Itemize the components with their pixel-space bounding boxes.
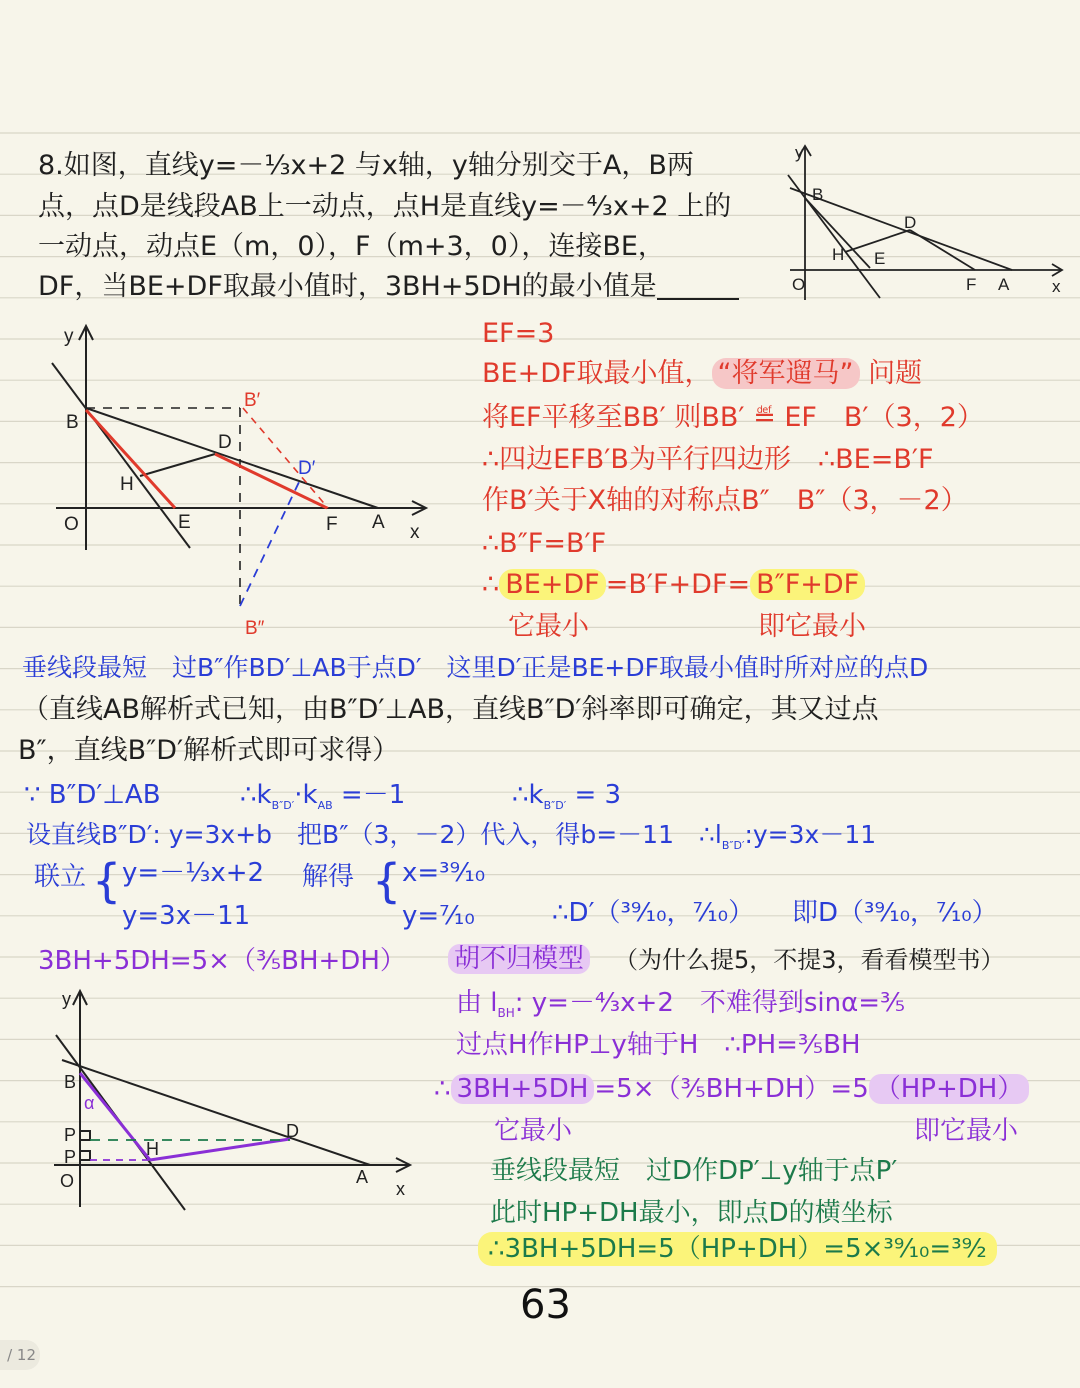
label-A: A: [998, 275, 1010, 294]
red-line-2-a: BE+DF取最小值，: [482, 358, 712, 389]
solution-y: y=⁷⁄₁₀: [402, 901, 475, 931]
red-line-1: EF=3: [482, 318, 555, 349]
label-y: y: [795, 143, 804, 162]
green-line-2: 此时HP+DH最小，即点D的横坐标: [490, 1198, 893, 1228]
model-book-note: （为什么提5，不提3，看看模型书）: [614, 946, 1005, 974]
label-y: y: [64, 326, 74, 347]
blue-line-4a: ∵ B″D′⊥AB: [24, 780, 161, 810]
point-d-prime: ∴D′（³⁹⁄₁₀，⁷⁄₁₀）: [552, 898, 755, 928]
label-H: H: [120, 474, 134, 495]
l-sub: B″D′: [721, 839, 745, 852]
label-x: x: [410, 522, 420, 543]
solution-x: x=³⁹⁄₁₀: [402, 858, 486, 888]
red-note-min-2: 即它最小: [758, 611, 866, 642]
red-line-4: ∴四边EFB′B为平行四边形 ∴BE=B′F: [482, 444, 934, 475]
label-A: A: [372, 512, 385, 533]
purple-line-2: [456, 990, 905, 1019]
purple-line-2-a: 由 l: [456, 988, 498, 1018]
figure-top: [770, 140, 1070, 305]
k-value: = 3: [566, 780, 622, 810]
red-line-7: [482, 571, 865, 598]
label-D-prime: D′: [298, 458, 316, 479]
highlight-3bh-5dh: 3BH+5DH: [451, 1074, 595, 1104]
label-F: F: [326, 514, 338, 535]
purple-line-2-b: : y=－⁴⁄₃x+2 不难得到sinα=³⁄₅: [514, 988, 906, 1018]
label-B-prime: B′: [244, 390, 261, 411]
segment-DF: [910, 230, 975, 270]
label-A: A: [356, 1167, 369, 1187]
red-line-7-b: =B′F+DF=: [605, 569, 751, 600]
figure-middle: [40, 318, 460, 648]
purple-line-4: [434, 1076, 1029, 1102]
blue-line-5: [26, 822, 876, 851]
k-sub-3: B″D′: [543, 799, 567, 813]
red-line-3: 将EF平移至BB′ 则BB′ ≝ EF B′（3，2）: [482, 402, 984, 433]
red-line-2: [482, 360, 922, 387]
system-eq-2: y=3x－11: [122, 901, 251, 931]
blue-line-5-b: :y=3x－11: [744, 820, 877, 849]
k-label-3: ∴k: [512, 780, 544, 810]
blue-line-4c: [512, 782, 621, 811]
problem-line-2: 点，点D是线段AB上一动点，点H是直线y=－⁴⁄₃x+2 上的: [38, 191, 732, 222]
black-line-3: B″，直线B″D′解析式即可求得）: [18, 735, 400, 766]
label-D: D: [286, 1121, 299, 1141]
red-note-min-1: 它最小: [508, 611, 589, 642]
label-B: B: [64, 1072, 77, 1092]
k-label-2: ·k: [294, 780, 318, 810]
label-H: H: [832, 245, 845, 264]
highlight-be-df: BE+DF: [499, 569, 606, 600]
answer-blank: [657, 276, 739, 300]
label-H: H: [146, 1139, 159, 1159]
label-F: F: [966, 275, 977, 294]
label-alpha: α: [84, 1093, 95, 1113]
segment-HD: [150, 1139, 290, 1160]
black-line-2: （直线AB解析式已知，由B″D′⊥AB，直线B″D′斜率即可确定，其又过点: [22, 694, 879, 725]
label-D: D: [218, 432, 232, 453]
label-B: B: [66, 412, 79, 433]
purple-line-4-a: ∴: [434, 1074, 451, 1104]
bh-sub: BH: [497, 1006, 515, 1021]
label-x: x: [396, 1179, 405, 1199]
green-line-3: [478, 1236, 997, 1262]
highlight-hp-dh: （HP+DH）: [869, 1074, 1030, 1104]
page-indicator[interactable]: / 12: [0, 1340, 40, 1370]
highlight-hubugui: [448, 946, 590, 972]
purple-note-min-1: 它最小: [494, 1116, 573, 1146]
purple-line-3: 过点H作HP⊥y轴于H ∴PH=³⁄₅BH: [456, 1030, 861, 1060]
brace-icon-2: {: [372, 854, 402, 908]
blue-lianli-label: 联立: [34, 862, 87, 892]
label-D: D: [904, 213, 917, 232]
problem-line-3: 一动点，动点E（m，0），F（m+3，0），连接BE，: [38, 231, 665, 262]
problem-line-4: [38, 273, 739, 300]
hubugui-label: 胡不归模型: [448, 944, 590, 974]
label-x: x: [1052, 277, 1061, 296]
purple-note-min-2: 即它最小: [914, 1116, 1019, 1146]
problem-line-4-text: DF，当BE+DF取最小值时，3BH+5DH的最小值是: [38, 271, 657, 302]
red-line-6: ∴B″F=B′F: [482, 528, 607, 559]
green-line-1: 垂线段最短 过D作DP′⊥y轴于点P′: [490, 1156, 898, 1186]
label-O: O: [792, 275, 806, 294]
label-y: y: [62, 989, 71, 1009]
highlight-bpp-f-df: B″F+DF: [750, 569, 865, 600]
brace-icon: {: [92, 854, 122, 908]
purple-line-4-b: =5×（³⁄₅BH+DH）=5: [594, 1074, 869, 1104]
label-O: O: [60, 1171, 75, 1191]
k-label-1: ∴k: [240, 780, 272, 810]
purple-line-1: 3BH+5DH=5×（³⁄₅BH+DH）: [38, 946, 406, 976]
blue-solve-label: 解得: [302, 862, 355, 892]
page-number: 63: [520, 1282, 571, 1328]
blue-line-1: 垂线段最短 过B″作BD′⊥AB于点D′ 这里D′正是BE+DF取最小值时所对应的点D: [22, 653, 929, 682]
k-sub-2: AB: [317, 799, 333, 813]
label-E: E: [178, 512, 191, 533]
label-P1: P: [64, 1125, 77, 1145]
point-d: 即D（³⁹⁄₁₀，⁷⁄₁₀）: [792, 898, 998, 928]
label-B-double-prime: B″: [245, 618, 265, 639]
label-P2: P: [64, 1147, 77, 1167]
red-line-2-b: 问题: [868, 358, 923, 389]
figure-bottom: [40, 985, 430, 1215]
label-B: B: [812, 185, 824, 204]
system-eq-1: y=－⅓x+2: [122, 858, 265, 888]
red-line-5: 作B′关于X轴的对称点B″ B″（3，－2）: [482, 485, 968, 516]
final-answer-highlight: ∴3BH+5DH=5（HP+DH）=5×³⁹⁄₁₀=³⁹⁄₂: [478, 1232, 997, 1266]
segment-HD: [140, 454, 215, 476]
blue-line-4b: [240, 782, 405, 811]
red-line-7-a: ∴: [482, 569, 500, 600]
highlight-jiangjun-yima: “将军遛马”: [712, 358, 860, 389]
k-product: =－1: [332, 780, 406, 810]
blue-line-5-a: 设直线B″D′: y=3x+b 把B″（3，－2）代入，得b=－11 ∴l: [26, 820, 722, 849]
label-O: O: [64, 514, 79, 535]
k-sub-1: B″D′: [271, 799, 295, 813]
label-E: E: [874, 249, 886, 268]
problem-line-1: 8.如图，直线y=－⅓x+2 与x轴，y轴分别交于A，B两: [38, 150, 694, 181]
